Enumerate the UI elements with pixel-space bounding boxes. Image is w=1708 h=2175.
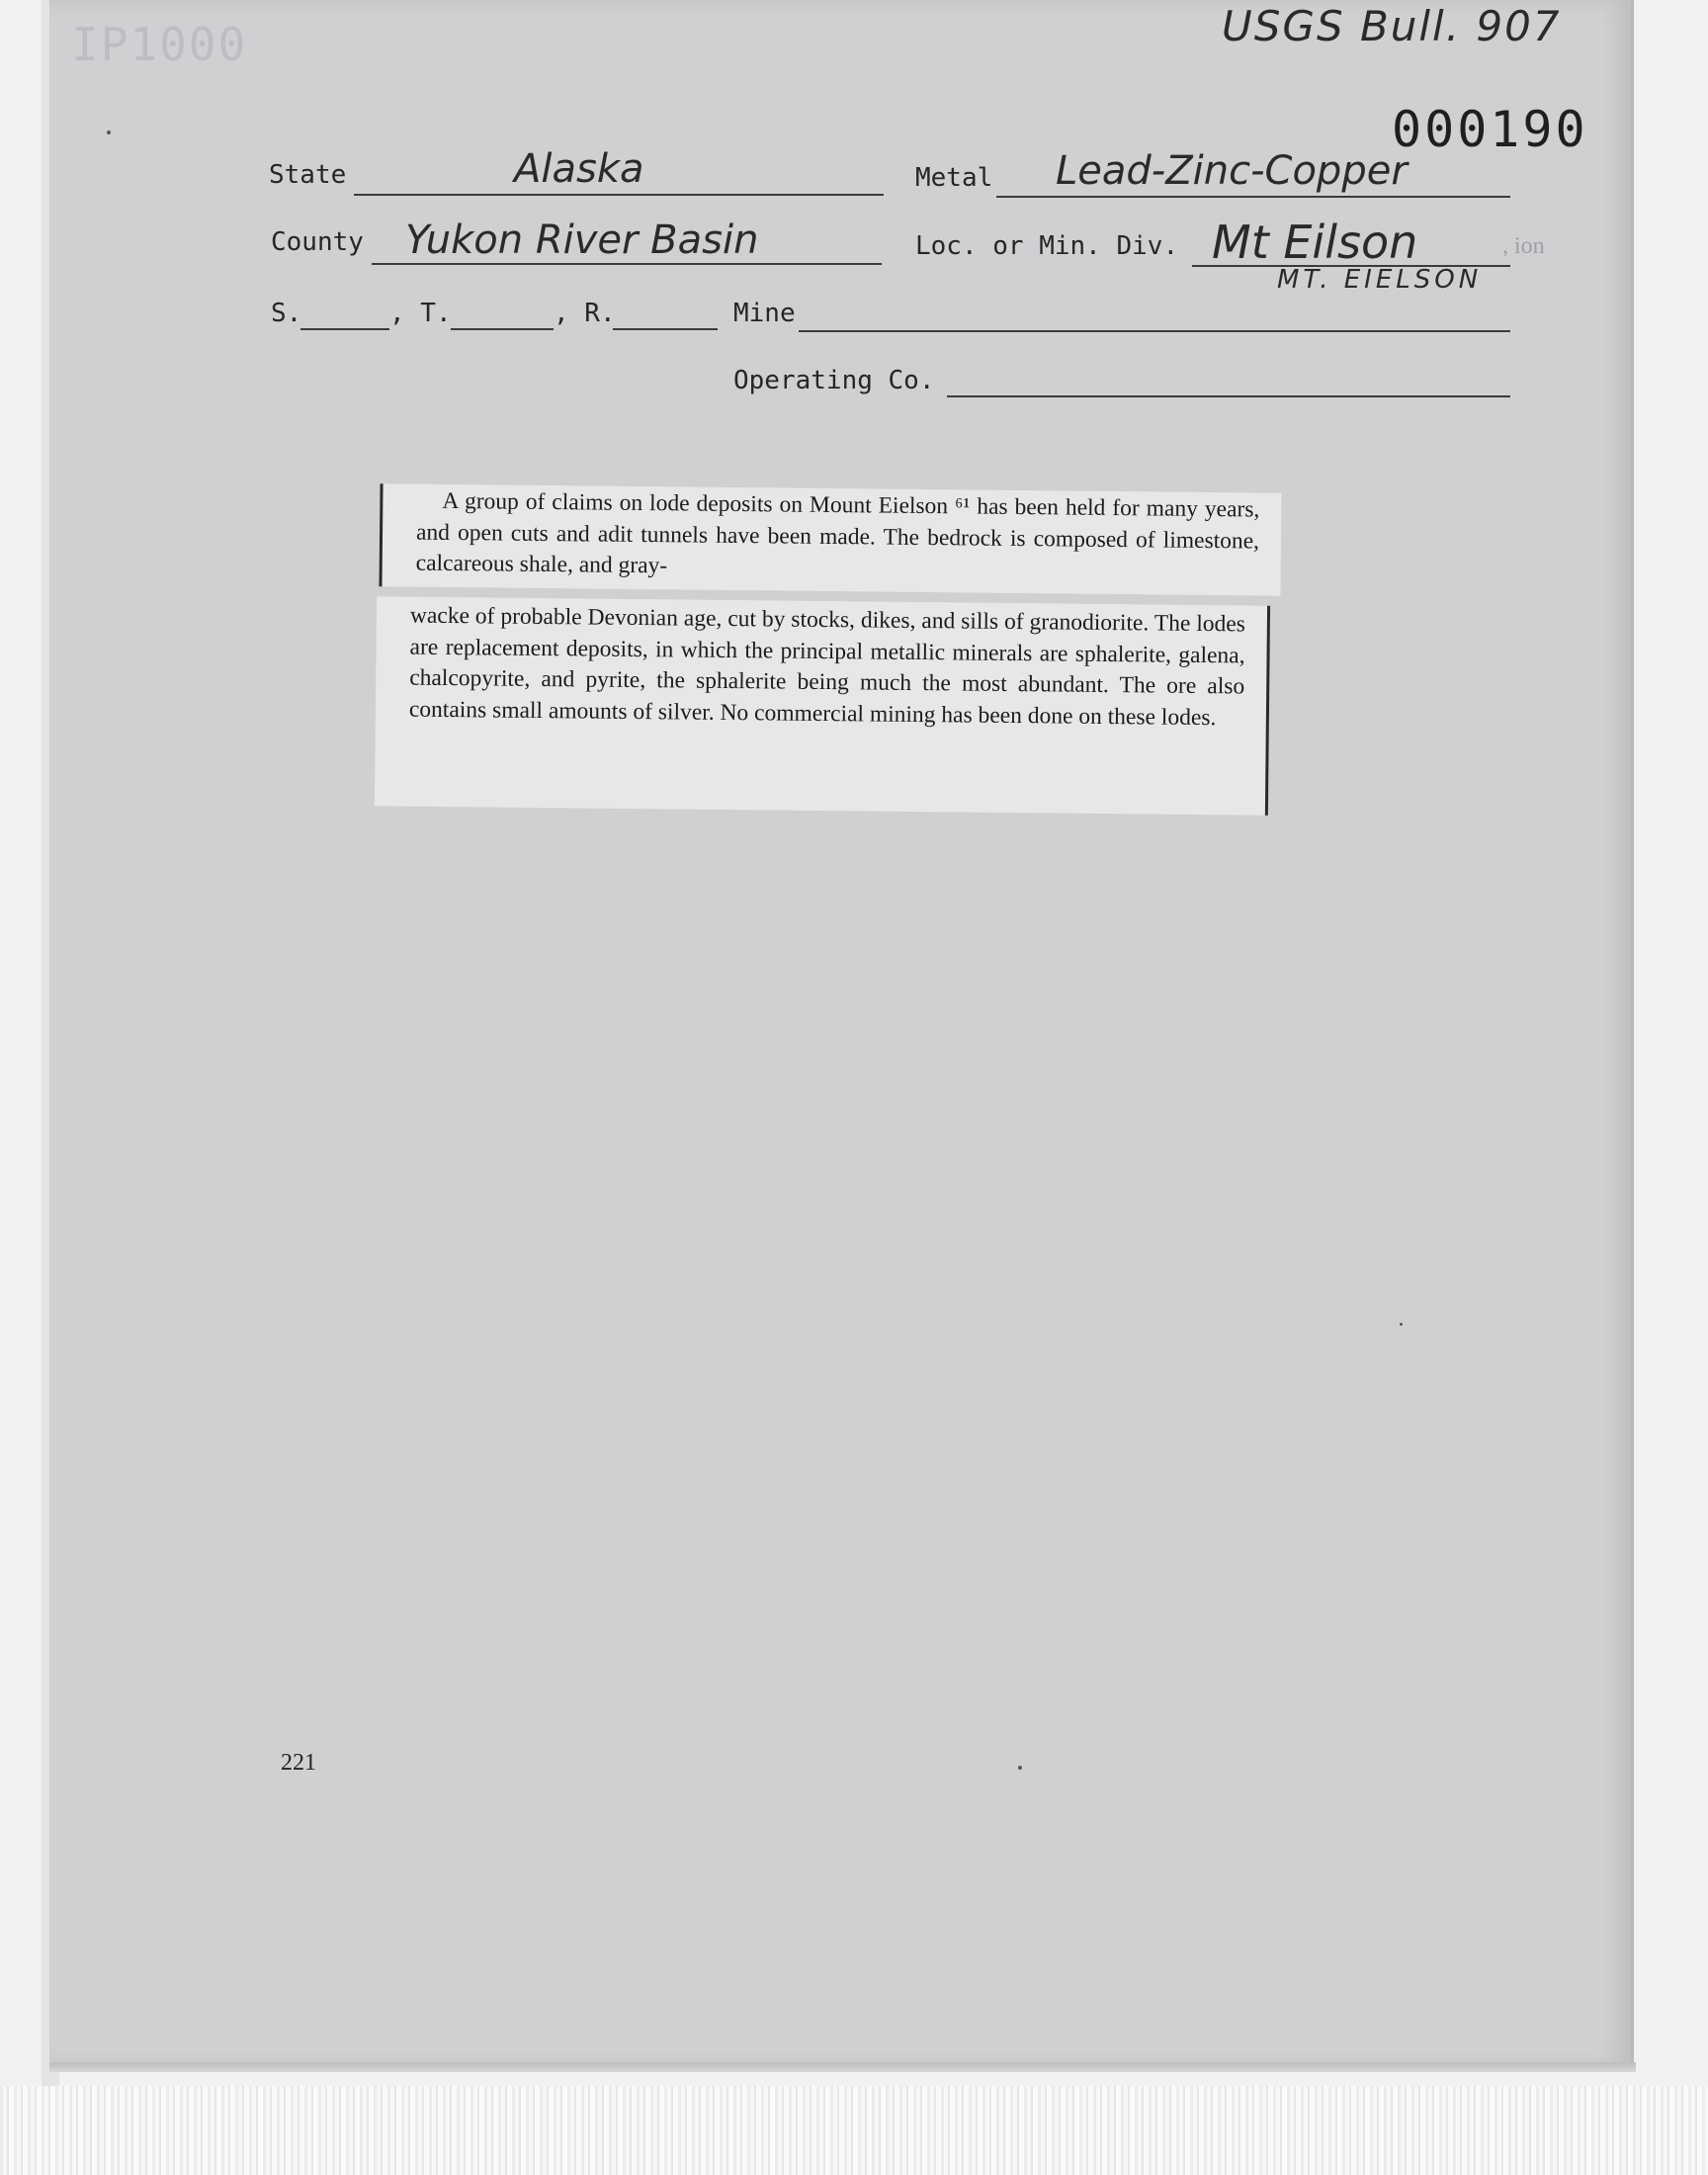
page-number: 221: [281, 1750, 316, 1776]
source-note: USGS Bull. 907: [1222, 2, 1562, 50]
dust-speck: [1400, 1323, 1403, 1326]
s-label: S.: [271, 299, 302, 328]
clipping-part-2: [375, 596, 1270, 815]
loc-value: Mt Eilson: [1212, 216, 1418, 269]
scanner-edge-strip: [0, 2086, 1708, 2175]
loc-label: Loc. or Min. Div.: [915, 231, 1179, 261]
clipping-part-1: [379, 483, 1281, 596]
s-line: [300, 328, 389, 330]
serial-number: 000190: [1392, 101, 1588, 158]
state-label: State: [269, 160, 347, 190]
card-bottom-edge: [49, 2062, 1636, 2072]
metal-line: [996, 196, 1510, 198]
operating-co-label: Operating Co.: [733, 366, 935, 395]
dust-speck: [1018, 1766, 1022, 1770]
clipping-text-2: wacke of probable Devonian age, cut by stocks, dikes, and sills of granodiorite. The lodes are replacement deposits, in which the principal metallic minerals are sphalerite, galena, chalcopyrite, and pyrite, the sphalerite being much the most abundant. The ore also contains small amounts of silver. No commercial mining has been done on these lodes.: [408, 602, 1246, 731]
county-value: Yukon River Basin: [405, 218, 759, 263]
state-value: Alaska: [514, 146, 644, 192]
mine-line: [799, 330, 1510, 332]
state-line: [354, 194, 884, 196]
r-line: [613, 328, 718, 330]
dust-speck: [107, 130, 111, 134]
operating-co-line: [947, 395, 1510, 397]
t-label: , T.: [389, 299, 452, 328]
county-line: [372, 263, 882, 265]
stray-mark: , ion: [1502, 233, 1545, 259]
county-label: County: [271, 227, 364, 257]
mine-label: Mine: [733, 299, 796, 328]
r-label: , R.: [554, 299, 616, 328]
faint-stamped-id: IP1000: [71, 18, 248, 71]
loc-correction: MT. EIELSON: [1277, 265, 1483, 295]
metal-value: Lead-Zinc-Copper: [1056, 148, 1408, 194]
clipping-text-1: A group of claims on lode deposits on Mount Eielson ⁶¹ has been held for many years, and open cuts and adit tunnels have been made. The bedrock is composed of limestone, calcareous shale, and gray-: [415, 487, 1260, 579]
t-line: [451, 328, 554, 330]
metal-label: Metal: [915, 163, 993, 193]
